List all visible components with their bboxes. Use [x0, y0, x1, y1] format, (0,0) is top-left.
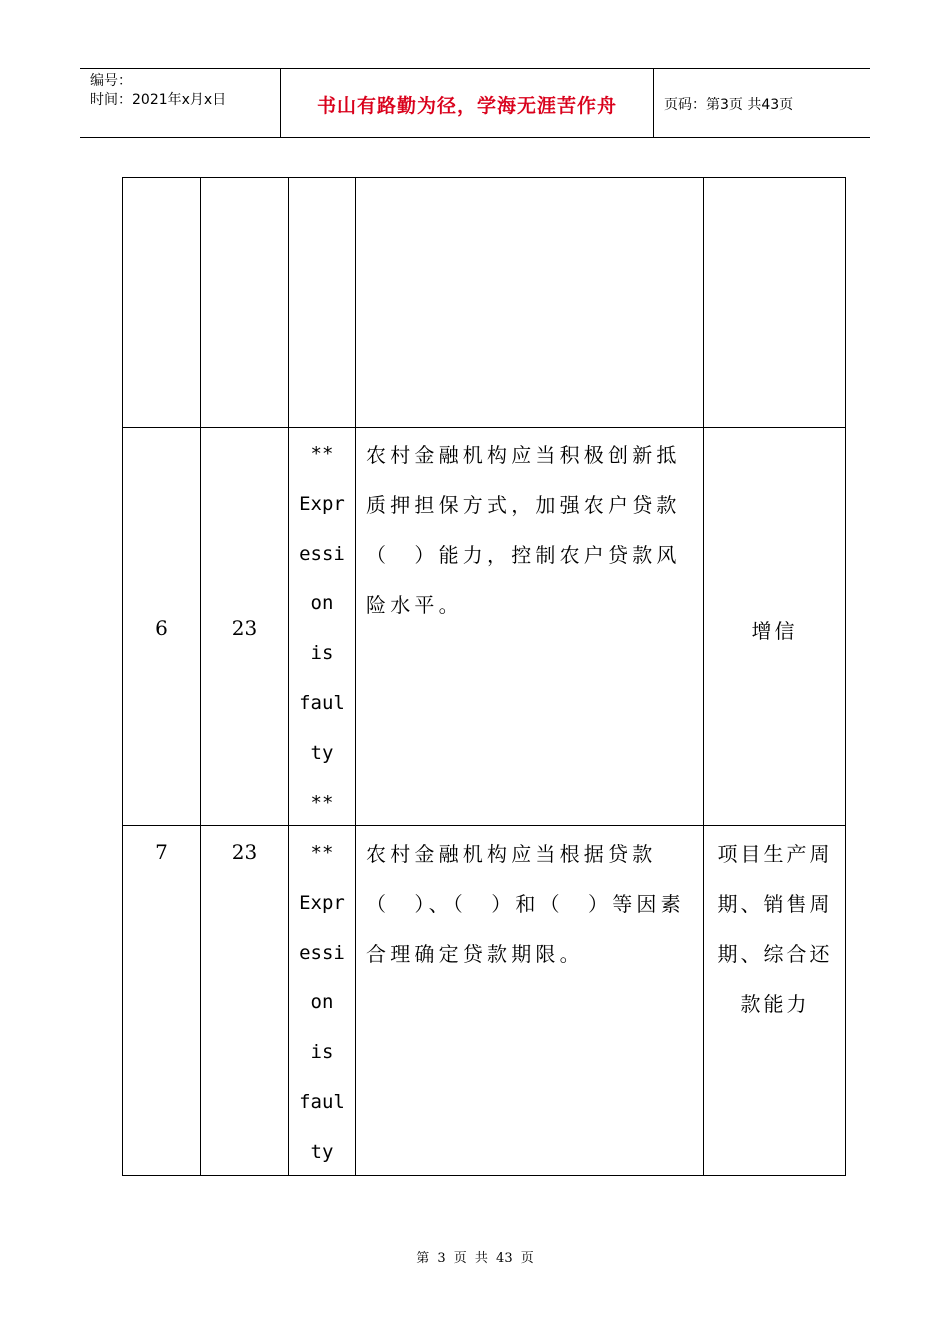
table-row-divider: [122, 427, 846, 428]
date-label: 时间：2021年x月x日: [90, 92, 227, 108]
expression-cell: ** Expr essi on is faul ty **: [299, 443, 345, 814]
serial-label: 编号：: [90, 73, 132, 89]
answer-cell: 项目生产周期、销售周期、综合还款能力: [717, 842, 833, 1016]
page-ref-cell: 23: [231, 616, 258, 640]
question-cell: 农村金融机构应当积极创新抵质押担保方式，加强农户贷款（ ）能力，控制农户贷款风险水平。: [366, 443, 681, 617]
row-number-cell: [123, 178, 200, 427]
table-border-bottom: [122, 1175, 846, 1176]
header-page-info: 页码：第3页 共43页: [664, 97, 794, 113]
header-meta-cell: [80, 69, 281, 137]
header-motto-cell: [281, 69, 654, 137]
row-number-cell: 7: [155, 840, 168, 864]
question-cell: 农村金融机构应当根据贷款（ ）、（ ）和（ ）等因素合理确定贷款期限。: [366, 842, 685, 966]
header-page-cell: [654, 69, 870, 137]
answer-cell: [704, 178, 845, 427]
question-cell: [356, 178, 703, 427]
header-motto: 书山有路勤为径，学海无涯苦作舟: [316, 95, 617, 117]
expression-cell: [289, 178, 355, 427]
qa-table: [122, 177, 846, 1176]
page-ref-cell: 23: [231, 840, 258, 864]
page-ref-cell: [201, 178, 288, 427]
table-border-right: [845, 177, 846, 1176]
page-header: [80, 68, 870, 138]
expression-cell: ** Expr essi on is faul ty: [299, 842, 345, 1163]
row-number-cell: 6: [155, 616, 168, 640]
page-footer: 第 3 页 共 43 页: [416, 1251, 534, 1266]
table-row-divider: [122, 825, 846, 826]
answer-cell: 增信: [751, 619, 798, 643]
